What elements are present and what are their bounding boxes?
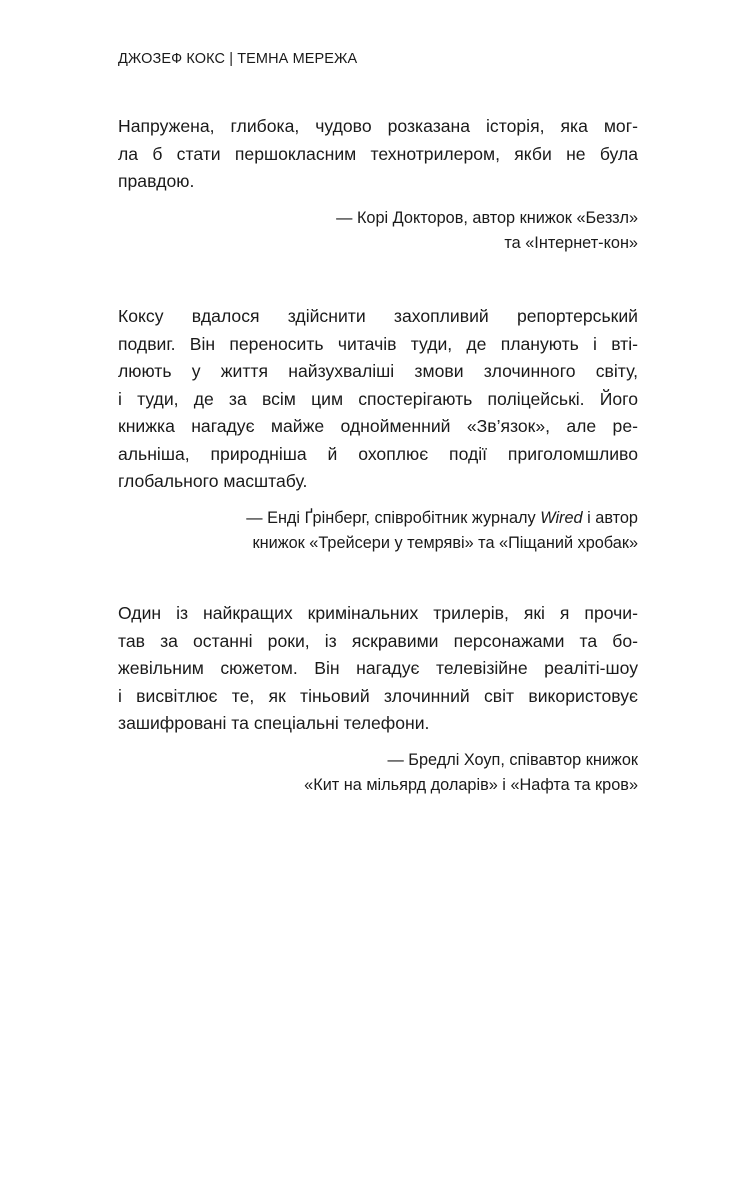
quote-line: і висвітлює те, як тіньовий злочинний світ використовує bbox=[118, 685, 638, 706]
blurb-hope bbox=[118, 600, 638, 799]
attribution-line bbox=[118, 506, 638, 532]
attribution-line: книжок «Трейсери у темряві» та «Піщаний хробак» bbox=[252, 534, 638, 552]
attribution-prefix: — Енді Ґрінберг, співробітник журналу bbox=[246, 508, 541, 527]
quote-line: Коксу вдалося здійснити захопливий репортерський bbox=[118, 306, 638, 326]
attribution-line: та «Інтернет-кон» bbox=[504, 234, 638, 252]
quote-line: жевільним сюжетом. Він нагадує телевізійне реаліті-шоу bbox=[118, 658, 638, 678]
blurb-greenberg bbox=[118, 303, 638, 557]
attribution-suffix: і автор bbox=[582, 508, 638, 527]
running-header: ДЖОЗЕФ КОКС | ТЕМНА МЕРЕЖА bbox=[118, 51, 358, 67]
blurb-quote bbox=[118, 600, 638, 738]
quote-line: Напружена, глибока, чудово розказана історія, яка мог- bbox=[118, 116, 638, 136]
quote-line: ла б стати першокласним технотрилером, якби не була bbox=[118, 143, 638, 164]
quote-line: альніша, природніша й охоплює події приголомшливо bbox=[118, 443, 638, 464]
blurb-attribution bbox=[118, 206, 638, 257]
quote-line: тав за останні роки, із яскравими персонажами та бо- bbox=[118, 630, 638, 651]
quote-line: люють у життя найзухваліші змови злочинного світу, bbox=[118, 361, 638, 381]
attribution-line: «Кит на мільярд доларів» і «Нафта та кров» bbox=[304, 776, 638, 794]
quote-line: книжка нагадує майже однойменний «Зв’язок», але ре- bbox=[118, 416, 638, 436]
attribution-line: — Корі Докторов, автор книжок «Беззл» bbox=[336, 208, 638, 227]
magazine-name: Wired bbox=[540, 508, 583, 527]
blurb-quote bbox=[118, 113, 638, 196]
blurb-attribution bbox=[118, 748, 638, 799]
blurb-attribution bbox=[118, 506, 638, 557]
quote-line: подвиг. Він переносить читачів туди, де планують і вті- bbox=[118, 333, 638, 354]
blurb-doctorow bbox=[118, 113, 638, 257]
attribution-line: — Бредлі Хоуп, співавтор книжок bbox=[387, 750, 638, 769]
quote-line: глобального масштабу. bbox=[118, 471, 308, 491]
quote-line: і туди, де за всім цим спостерігають поліцейські. Його bbox=[118, 388, 638, 409]
quote-line: зашифровані та спеціальні телефони. bbox=[118, 713, 430, 733]
quote-line: Один із найкращих кримінальних трилерів, які я прочи- bbox=[118, 603, 638, 623]
quote-line: правдою. bbox=[118, 171, 195, 191]
blurb-quote bbox=[118, 303, 638, 496]
